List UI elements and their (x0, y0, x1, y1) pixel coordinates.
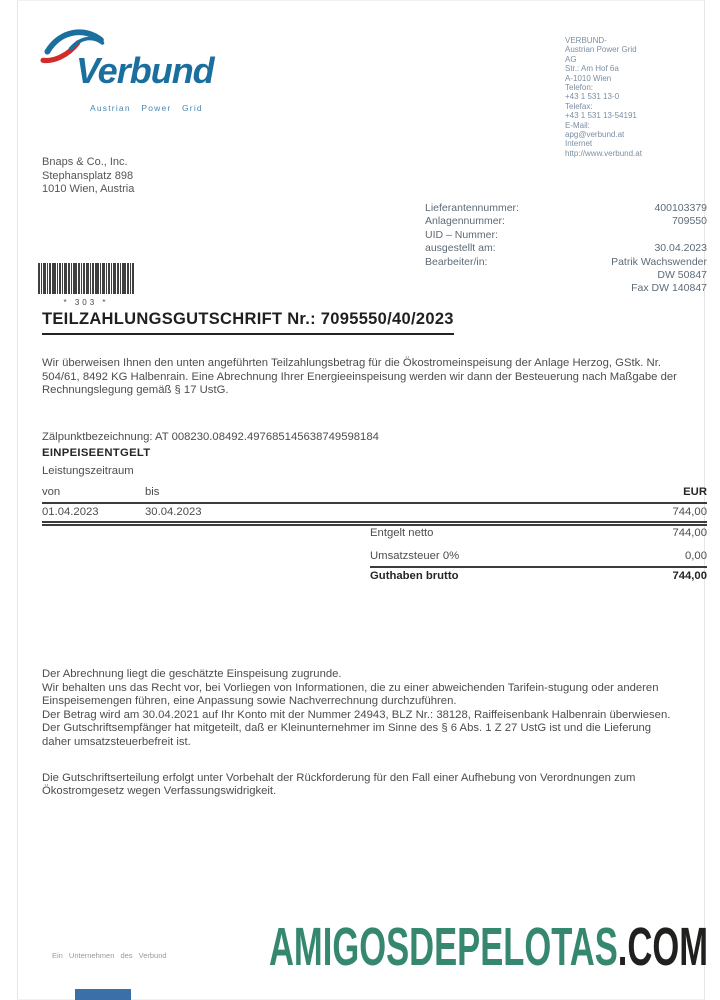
watermark (268, 917, 708, 977)
paragraph: Der Betrag wird am 30.04.2021 auf Ihr Konto mit der Nummer 24943, BLZ Nr.: 38128, Raiffeisenbank Halbenrain überwiesen. (42, 708, 671, 721)
table-header-row (42, 486, 707, 500)
watermark-site-name: AMIGOSDEPELOTAS (268, 917, 618, 977)
reference-label: Bearbeiter/in: (425, 255, 488, 268)
table-row (42, 506, 707, 520)
col-header-eur: EUR (683, 486, 707, 498)
barcode-label: * 303 * (63, 298, 109, 307)
reference-label: ausgestellt am: (425, 242, 496, 255)
recipient-address-block (42, 156, 134, 197)
reference-row (425, 256, 707, 269)
reference-row (425, 202, 707, 215)
table-rule (42, 502, 707, 504)
sender-line: +43 1 531 13-54191 (565, 111, 637, 121)
period-amount: 744,00 (672, 506, 707, 518)
sender-line: E-Mail: (565, 120, 590, 130)
barcode (38, 263, 134, 294)
period-start-date: 01.04.2023 (42, 506, 99, 518)
net-label: Entgelt netto (370, 527, 434, 539)
gross-label: Guthaben brutto (370, 570, 459, 582)
reference-row (425, 242, 707, 255)
col-header-von: von (42, 486, 61, 498)
gross-total-row (42, 570, 707, 584)
paragraph: Die Gutschriftserteilung erfolgt unter Vorbehalt der Rückforderung für den Fall einer Aufhebung von Verordnungen zum Ökostromgesetz wegen Verfassungswidrigkeit. (42, 771, 636, 798)
meter-point-id: Zälpunktbezeichnung: AT 008230.08492.497685145638749598184 (42, 431, 379, 443)
net-amount: 744,00 (672, 527, 707, 539)
col-header-bis: bis (145, 486, 160, 498)
company-footer-note: Ein Unternehmen des Verbund (52, 951, 167, 960)
sender-line: Austrian Power Grid (565, 45, 637, 55)
totals-rule (370, 566, 707, 568)
amounts-table (42, 486, 707, 584)
paragraph: Wir behalten uns das Recht vor, bei Vorliegen von Informationen, die zu einer abweichenden Tarifein-stugung oder anderen Einspeisemengen führen, eine Anpassung sowie Nachverrechnung durchzuführen. (42, 681, 659, 708)
table-double-rule (42, 521, 707, 526)
reference-label: Anlagennummer: (425, 215, 505, 228)
document-title: TEILZAHLUNGSGUTSCHRIFT Nr.: 7095550/40/2023 (42, 310, 454, 335)
clerk-phone-extension: DW 50847 (657, 269, 707, 282)
page-bottom-blue-mark (75, 989, 131, 1000)
period-end-date: 30.04.2023 (145, 506, 202, 518)
sender-line: Telefax: (565, 101, 593, 111)
reference-row (425, 229, 707, 242)
brand-tagline: Austrian Power Grid (90, 103, 203, 113)
reference-value: Patrik Wachswender (611, 255, 707, 268)
vat-row (42, 550, 707, 564)
watermark-tld: .COM (617, 917, 708, 977)
sender-line: Internet (565, 139, 593, 149)
sender-website: http://www.verbund.at (565, 148, 642, 158)
reference-block (425, 202, 707, 296)
brand-name: Verbund (76, 50, 214, 91)
sender-line: Str.: Am Hof 6a (565, 64, 619, 74)
recipient-city: 1010 Wien, Austria (42, 183, 135, 195)
paragraph: Der Abrechnung liegt die geschätzte Einspeisung zugrunde. (42, 668, 342, 680)
sender-line: Telefon: (565, 83, 594, 93)
sender-address-block (565, 36, 715, 158)
net-amount-row (42, 527, 707, 541)
sender-line: A-1010 Wien (565, 73, 612, 83)
reference-value: 709550 (671, 215, 707, 228)
reference-label: UID – Nummer: (425, 228, 498, 241)
reference-value: 400103379 (654, 202, 707, 214)
sender-line: AG (565, 54, 577, 64)
recipient-street: Stephansplatz 898 (42, 169, 134, 182)
clerk-fax-extension: Fax DW 140847 (631, 282, 707, 295)
sender-line: +43 1 531 13-0 (565, 92, 620, 102)
billing-period-label: Leistungszeitraum (42, 465, 134, 477)
paragraph: Der Gutschriftsempfänger hat mitgeteilt, daß er Kleinunternehmer im Sinne des § 6 Abs. 1 Z 27 UstG ist und die Lieferung daher umsatzsteuerbefreit ist. (42, 722, 652, 748)
vat-label: Umsatzsteuer 0% (370, 550, 460, 562)
gross-amount: 744,00 (672, 570, 707, 582)
intro-paragraph: Wir überweisen Ihnen den unten angeführten Teilzahlungsbetrag für die Ökostromeinspeisung der Anlage Herzog, GStk. Nr. 504/61, 8492 KG Halbenrain. Eine Abrechnung Ihrer Energieeinspeisung werden wir dann der Besteuerung nach Maßgabe der Rechnungslegung gemäß § 17 UstG. (42, 357, 677, 397)
recipient-name: Bnaps & Co., Inc. (42, 156, 128, 168)
reference-value: 30.04.2023 (654, 242, 707, 255)
reference-label: Lieferantennummer: (425, 202, 519, 214)
vat-amount: 0,00 (685, 550, 707, 562)
sender-email: apg@verbund.at (565, 130, 625, 140)
section-heading: EINPEISEENTGELT (42, 447, 151, 459)
closing-paragraphs (42, 668, 682, 799)
sender-line: VERBUND- (565, 36, 607, 45)
reference-row (425, 215, 707, 228)
